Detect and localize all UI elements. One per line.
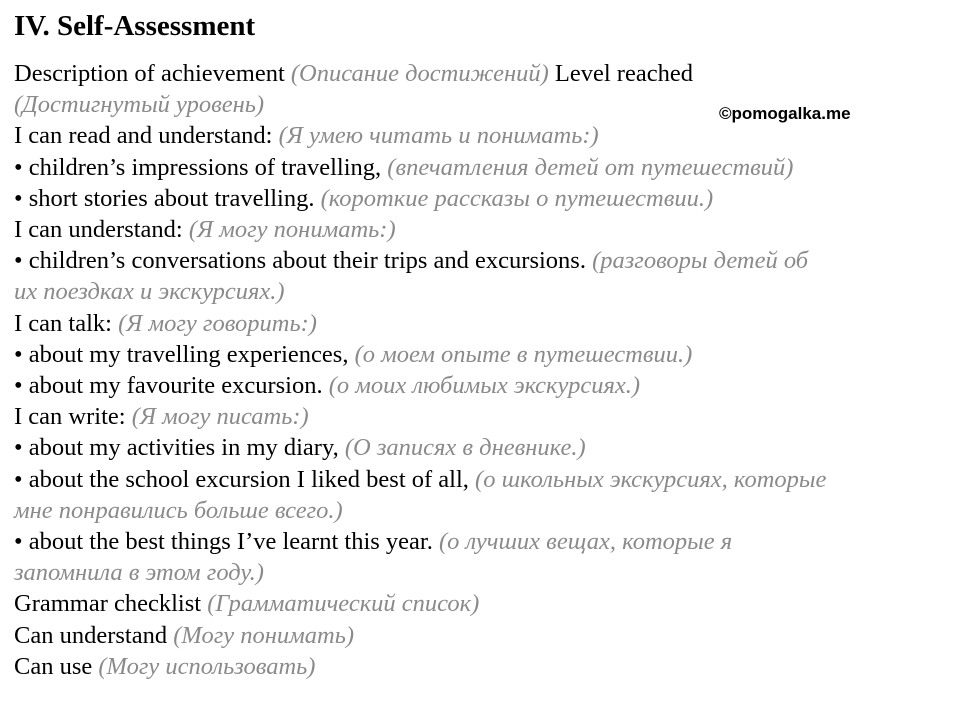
russian-translation: (разговоры детей об	[592, 247, 809, 275]
russian-translation: их поездках и экскурсиях.)	[14, 278, 285, 306]
bullet-item	[14, 183, 954, 214]
english-text: I can write:	[14, 403, 132, 431]
english-text: • about the best things I’ve learnt this year.	[14, 528, 439, 556]
russian-translation: (о школьных экскурсиях, которые	[475, 465, 827, 493]
category-heading-understand	[14, 214, 954, 245]
bullet-item	[14, 526, 954, 557]
bullet-item	[14, 432, 954, 463]
russian-translation: (Я умею читать и понимать:)	[278, 122, 599, 150]
english-text: Level reached	[548, 60, 693, 87]
russian-translation: (короткие рассказы о путешествии.)	[320, 184, 714, 212]
english-text: Grammar checklist	[14, 590, 208, 618]
english-text: • about the school excursion I liked best of all,	[14, 465, 476, 493]
english-text: I can read and understand:	[14, 122, 279, 150]
english-text: I can understand:	[14, 216, 189, 244]
self-assessment-list	[14, 58, 954, 682]
russian-translation: (О записях в дневнике.)	[344, 434, 586, 462]
category-heading-read	[14, 120, 954, 151]
english-text: • about my favourite excursion.	[14, 372, 329, 400]
russian-translation: (Достигнутый уровень)	[14, 91, 265, 119]
bullet-item	[14, 370, 954, 401]
russian-translation: (впечатления детей от путешествий)	[387, 153, 794, 181]
russian-translation: запомнила в этом году.)	[14, 559, 264, 587]
english-text: Can use	[14, 652, 99, 680]
english-text: • about my travelling experiences,	[14, 340, 355, 368]
grammar-checklist-heading	[14, 588, 954, 619]
bullet-item	[14, 152, 954, 183]
english-text: • short stories about travelling.	[14, 184, 321, 212]
russian-translation: (Я могу говорить:)	[118, 309, 317, 337]
bullet-item-continuation	[14, 557, 954, 588]
grammar-item	[14, 651, 954, 682]
text-line-description	[14, 58, 954, 89]
english-text: Can understand	[14, 621, 174, 649]
bullet-item-continuation	[14, 495, 954, 526]
russian-translation: (Могу использовать)	[98, 652, 316, 680]
english-text: • about my activities in my diary,	[14, 434, 345, 462]
bullet-item	[14, 245, 954, 276]
russian-translation: (Грамматический список)	[207, 590, 480, 618]
bullet-item	[14, 339, 954, 370]
english-text: Description of achievement	[14, 60, 291, 87]
russian-translation: (о моих любимых экскурсиях.)	[328, 372, 640, 400]
russian-translation: (о лучших вещах, которые я	[438, 528, 733, 556]
english-text: • children’s impressions of travelling,	[14, 153, 388, 181]
russian-translation: (Я могу понимать:)	[188, 216, 396, 244]
bullet-item-continuation	[14, 276, 954, 307]
category-heading-talk	[14, 308, 954, 339]
grammar-item	[14, 620, 954, 651]
russian-translation: (о моем опыте в путешествии.)	[354, 340, 693, 368]
russian-translation: мне понравились больше всего.)	[14, 496, 343, 524]
section-title: IV. Self-Assessment	[14, 10, 256, 42]
english-text: • children’s conversations about their trips and excursions.	[14, 247, 593, 275]
russian-translation: (Описание достижений)	[290, 60, 549, 87]
english-text: I can talk:	[14, 309, 119, 337]
site-watermark: ©pomogalka.me	[719, 104, 851, 123]
russian-translation: (Я могу писать:)	[131, 403, 309, 431]
category-heading-write	[14, 401, 954, 432]
bullet-item	[14, 464, 954, 495]
russian-translation: (Могу понимать)	[173, 621, 355, 649]
